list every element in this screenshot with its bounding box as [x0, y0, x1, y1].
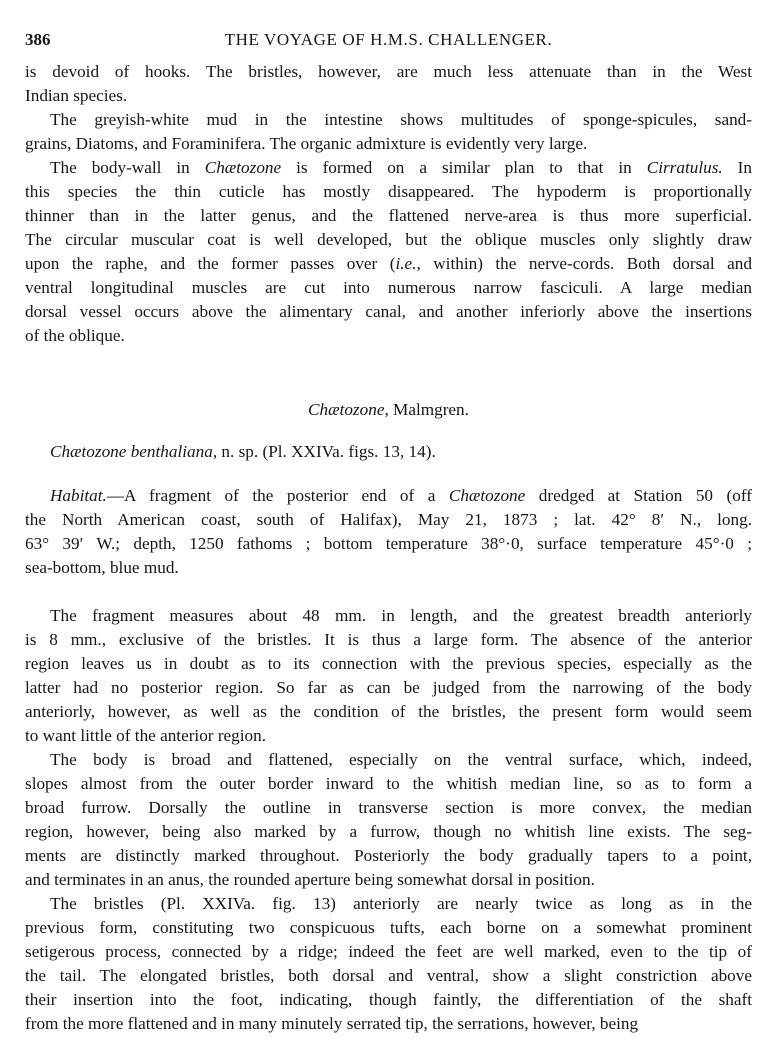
paragraph	[25, 398, 752, 422]
paragraph	[25, 108, 752, 156]
text-line	[25, 252, 752, 276]
text-run: from the more flattened and in many minutely serrated tip, the serrations, however, being	[25, 1014, 639, 1033]
text-run: is formed on a similar plan to that in	[281, 158, 647, 177]
text-line	[25, 508, 752, 532]
text-line	[25, 772, 752, 796]
italic-text: Chætozone	[448, 486, 526, 505]
text-run: The body-wall in	[50, 158, 205, 177]
text-line	[25, 724, 752, 748]
text-line	[25, 180, 752, 204]
text-run: anteriorly, however, as well as the condition of the bristles, the present form would seem	[25, 702, 752, 721]
text-line	[25, 820, 752, 844]
text-run: is 8 mm., exclusive of the bristles. It is thus a large form. The absence of the anterior	[25, 630, 752, 649]
text-run: The greyish-white mud in the intestine shows multitudes of sponge-spicules, sand-	[50, 110, 752, 129]
text-run: to want little of the anterior region.	[25, 726, 267, 745]
text-line	[25, 652, 752, 676]
text-run: dredged at Station 50 (off	[525, 486, 752, 505]
text-run: latter had no posterior region. So far as can be judged from the narrowing of the body	[25, 678, 752, 697]
text-block	[25, 484, 752, 580]
text-run: sea-bottom, blue mud.	[25, 558, 179, 577]
text-run: setigerous process, connected by a ridge; indeed the feet are well marked, even to the tip of	[25, 942, 752, 961]
text-run: ments are distinctly marked throughout. Posteriorly the body gradually tapers to a point,	[25, 846, 752, 865]
text-run: 63° 39′ W.; depth, 1250 fathoms ; bottom temperature 38°·0, surface temperature 45°·0 ;	[25, 534, 752, 553]
text-run: In	[722, 158, 752, 177]
text-line	[25, 132, 752, 156]
text-run: this species the thin cuticle has mostly disappeared. The hypoderm is proportionally	[25, 182, 752, 201]
text-run: region leaves us in doubt as to its connection with the previous species, especially as the	[25, 654, 752, 673]
text-run: the North American coast, south of Halifax), May 21, 1873 ; lat. 42° 8′ N., long.	[25, 510, 752, 529]
paragraph	[25, 892, 752, 1036]
text-line	[25, 796, 752, 820]
text-block	[25, 604, 752, 1036]
text-line	[25, 748, 752, 772]
text-line	[25, 964, 752, 988]
page-header	[25, 30, 752, 52]
text-line	[25, 276, 752, 300]
paragraph	[25, 60, 752, 108]
paragraph	[25, 440, 752, 464]
text-line	[25, 556, 752, 580]
text-run: thinner than in the latter genus, and the flattened nerve-area is thus more superficial.	[25, 206, 752, 225]
text-line	[25, 60, 752, 84]
text-block	[25, 440, 752, 464]
italic-text: Cirratulus.	[646, 158, 723, 177]
italic-text: i.e.	[395, 254, 417, 273]
text-run: The body is broad and flattened, especially on the ventral surface, which, indeed,	[50, 750, 752, 769]
text-line	[25, 156, 752, 180]
text-run: dorsal vessel occurs above the alimentary canal, and another inferiorly above the insertions	[25, 302, 752, 321]
paragraph	[25, 604, 752, 748]
text-line	[25, 398, 752, 422]
text-run: , within) the nerve-cords. Both dorsal and	[416, 254, 752, 273]
text-line	[25, 916, 752, 940]
text-block	[25, 398, 752, 422]
text-run: ventral longitudinal muscles are cut into numerous narrow fasciculi. A large median	[25, 278, 752, 297]
text-block	[25, 60, 752, 348]
text-run: of the oblique.	[25, 326, 125, 345]
text-line	[25, 84, 752, 108]
paragraph	[25, 748, 752, 892]
text-line	[25, 940, 752, 964]
italic-text: Chætozone	[308, 400, 385, 419]
paragraph	[25, 484, 752, 580]
text-line	[25, 868, 752, 892]
text-run: —A fragment of the posterior end of a	[106, 486, 449, 505]
text-run: upon the raphe, and the former passes over (	[25, 254, 396, 273]
text-run: The circular muscular coat is well developed, but the oblique muscles only slightly draw	[25, 230, 752, 249]
text-line	[25, 892, 752, 916]
text-run: the tail. The elongated bristles, both dorsal and ventral, show a slight constriction above	[25, 966, 752, 985]
text-run: The fragment measures about 48 mm. in length, and the greatest breadth anteriorly	[50, 606, 752, 625]
text-run: broad furrow. Dorsally the outline in transverse section is more convex, the median	[25, 798, 752, 817]
text-run: region, however, being also marked by a furrow, though no whitish line exists. The seg-	[25, 822, 752, 841]
text-line	[25, 440, 752, 464]
text-run: grains, Diatoms, and Foraminifera. The organic admixture is evidently very large.	[25, 134, 588, 153]
text-run: previous form, constituting two conspicuous tufts, each borne on a somewhat prominent	[25, 918, 752, 937]
text-line	[25, 844, 752, 868]
text-line	[25, 108, 752, 132]
text-run: , Malmgren.	[384, 400, 469, 419]
text-line	[25, 1012, 752, 1036]
italic-text: Chætozone benthaliana	[50, 442, 213, 461]
text-line	[25, 204, 752, 228]
text-line	[25, 628, 752, 652]
text-line	[25, 228, 752, 252]
text-line	[25, 988, 752, 1012]
italic-text: Habitat.	[50, 486, 107, 505]
text-line	[25, 484, 752, 508]
text-run: slopes almost from the outer border inward to the whitish median line, so as to form a	[25, 774, 752, 793]
text-line	[25, 700, 752, 724]
text-line	[25, 676, 752, 700]
paragraph	[25, 156, 752, 348]
italic-text: Chætozone	[204, 158, 282, 177]
text-line	[25, 324, 752, 348]
text-run: , n. sp. (Pl. XXIVa. figs. 13, 14).	[212, 442, 436, 461]
text-line	[25, 604, 752, 628]
text-run: and terminates in an anus, the rounded aperture being somewhat dorsal in position.	[25, 870, 595, 889]
text-run: The bristles (Pl. XXIVa. fig. 13) anteriorly are nearly twice as long as in the	[50, 894, 752, 913]
text-run: Indian species.	[25, 86, 128, 105]
text-line	[25, 300, 752, 324]
page-number: 386	[25, 30, 51, 49]
text-run: their insertion into the foot, indicating, though faintly, the differentiation of the shaft	[25, 990, 752, 1009]
text-line	[25, 532, 752, 556]
text-run: is devoid of hooks. The bristles, however, are much less attenuate than in the West	[25, 62, 752, 81]
running-title: THE VOYAGE OF H.M.S. CHALLENGER.	[224, 30, 553, 49]
